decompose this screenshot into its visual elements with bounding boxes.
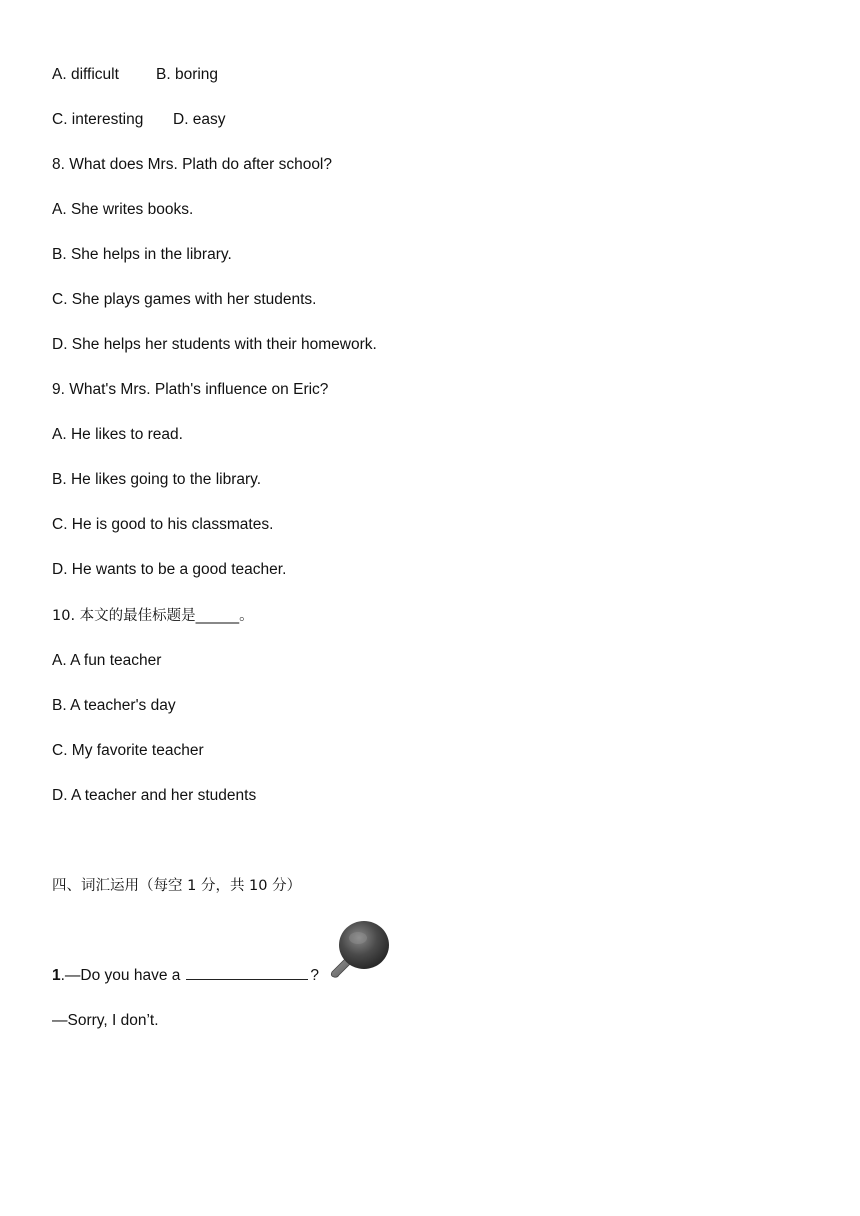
- q9-option-c: C. He is good to his classmates.: [52, 516, 274, 533]
- q10-option-a: A. A fun teacher: [52, 652, 162, 669]
- q7-option-a: A. difficult: [52, 66, 119, 83]
- q8-option-b: B. She helps in the library.: [52, 246, 232, 263]
- q8-option-c: C. She plays games with her students.: [52, 291, 317, 308]
- q10-option-b: B. A teacher's day: [52, 697, 176, 714]
- q7-option-b: B. boring: [156, 66, 219, 83]
- q9-option-a: A. He likes to read.: [52, 426, 183, 443]
- vocab-item-1: [52, 965, 319, 986]
- q7-option-row-2: [52, 110, 226, 130]
- ping-pong-paddle-icon: [328, 918, 392, 980]
- q8-option-a: A. She writes books.: [52, 201, 194, 218]
- q8-option-d: D. She helps her students with their homework.: [52, 336, 377, 353]
- item-end-mark: ?: [310, 967, 320, 984]
- q8-question: 8. What does Mrs. Plath do after school?: [52, 156, 332, 173]
- q10-option-c: C. My favorite teacher: [52, 742, 204, 759]
- section-heading: 四、词汇运用（每空 1 分，共 10 分）: [52, 878, 302, 894]
- q7-option-d: D. easy: [173, 111, 226, 128]
- q7-option-c: C. interesting: [52, 111, 144, 128]
- item-number: 1: [52, 967, 61, 984]
- dialog-reply: —Sorry, I don’t.: [52, 1012, 159, 1029]
- q10-option-d: D. A teacher and her students: [52, 787, 257, 804]
- answer-blank[interactable]: [186, 965, 308, 980]
- q9-option-b: B. He likes going to the library.: [52, 471, 262, 488]
- q9-question: 9. What's Mrs. Plath's influence on Eric?: [52, 381, 329, 398]
- q10-question: 10. 本文的最佳标题是______。: [52, 608, 254, 624]
- item-prompt: .—Do you have a: [60, 967, 181, 984]
- q9-option-d: D. He wants to be a good teacher.: [52, 561, 287, 578]
- q7-option-row-1: [52, 65, 219, 85]
